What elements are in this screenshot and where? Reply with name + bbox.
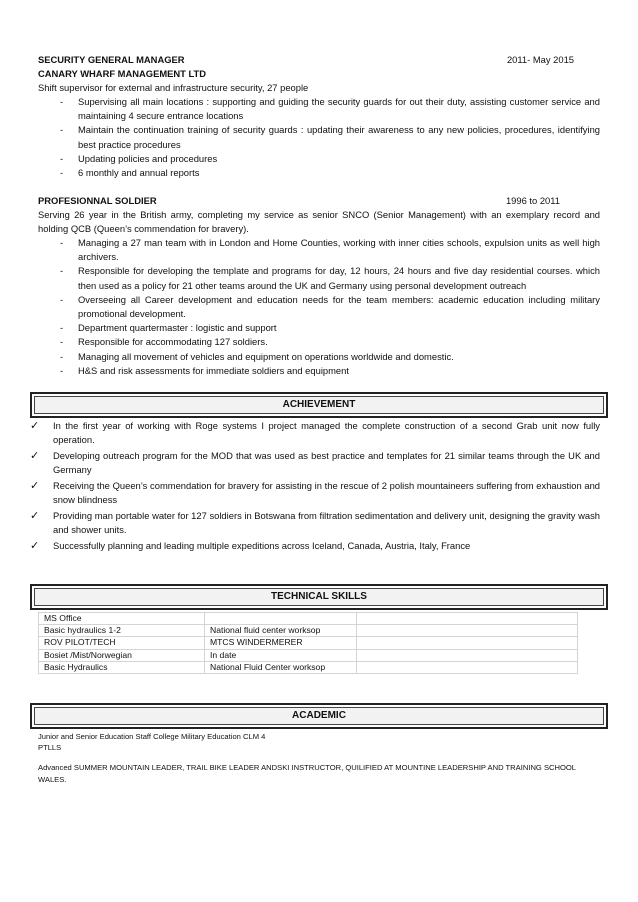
table-cell: ROV PILOT/TECH — [39, 637, 205, 649]
dash-mark: - — [60, 322, 64, 334]
table-row — [39, 613, 578, 625]
list-item: - H&S and risk assessments for immediate soldiers and equipment — [38, 364, 600, 378]
section-title: ACHIEVEMENT — [282, 399, 356, 410]
list-item: - Managing a 27 man team with in London and Home Counties, working with inner cities schools, expulsion units as well high archivers. — [60, 237, 600, 263]
job-bullet-list — [38, 95, 600, 180]
dash-mark: - — [60, 237, 64, 248]
table-cell — [357, 649, 578, 661]
job-title-row — [38, 53, 574, 67]
table-cell: National Fluid Center worksop — [205, 661, 357, 673]
table-cell: MS Office — [39, 613, 205, 625]
academic-line: Advanced SUMMER MOUNTAIN LEADER, TRAIL BIKE LEADER ANDSKI INSTRUCTOR, QUILIFIED AT MOUNTINE LEADERSHIP AND TRAINING SCHOOL WALES. — [38, 763, 576, 784]
table-row — [39, 637, 578, 649]
checkmark-icon: ✓ — [30, 480, 40, 492]
dash-mark: - — [60, 336, 64, 348]
table-cell — [357, 637, 578, 649]
list-item: - Responsible for accommodating 127 soldiers. — [38, 335, 600, 349]
job-dates: 1996 to 2011 — [505, 195, 560, 206]
achievement-header — [30, 392, 608, 418]
job-title: PROFESIONNAL SOLDIER — [38, 195, 157, 206]
dash-mark: - — [60, 152, 64, 164]
job-title-row — [38, 194, 574, 208]
list-item: - Maintain the continuation training of security guards : updating their awareness to any new policies, procedures, identifying best practice procedures — [60, 124, 600, 150]
job-summary: Serving 26 year in the British army, completing my service as senior SNCO (Senior Management) with an exemplary record and holding QCB (Queen’s commendation for bravery). — [38, 209, 600, 235]
dash-mark: - — [60, 96, 64, 107]
dash-mark: - — [60, 293, 64, 305]
academic-line: Junior and Senior Education Staff College Military Education CLM 4 — [38, 732, 266, 741]
list-item: ✓ Receiving the Queen’s commendation for bravery for assisting in the rescue of 2 polish mountaineers suffering from exhaustion and snow blindness — [30, 480, 600, 506]
dash-mark: - — [60, 124, 64, 136]
dash-mark: - — [60, 265, 64, 277]
table-cell: MTCS WINDERMERER — [205, 637, 357, 649]
table-cell — [357, 661, 578, 673]
company-name: CANARY WHARF MANAGEMENT LTD — [38, 68, 207, 79]
checkmark-icon: ✓ — [30, 540, 40, 552]
technical-skills-header — [30, 584, 608, 610]
table-cell: Basic hydraulics 1-2 — [39, 625, 205, 637]
job-bullet-list — [38, 236, 600, 378]
checkmark-icon: ✓ — [30, 450, 40, 462]
table-cell — [357, 613, 578, 625]
table-cell — [357, 625, 578, 637]
list-item: - Supervising all main locations : supporting and guiding the security guards for out their duty, assisting customer service and maintaining 4 secure entrance locations — [60, 96, 600, 122]
dash-mark: - — [60, 167, 64, 179]
list-item: - Department quartermaster : logistic and support — [38, 321, 600, 335]
job-summary: Shift supervisor for external and infrastructure security, 27 people — [38, 82, 309, 93]
checkmark-icon: ✓ — [30, 510, 40, 522]
list-item: - Overseeing all Career development and education needs for the team members: academic education including military promotional development. — [60, 293, 600, 320]
list-item: - Managing all movement of vehicles and equipment on operations worldwide and domestic. — [38, 350, 600, 364]
academic-header — [30, 703, 608, 729]
table-cell: Bosiet /Mist/Norwegian — [39, 649, 205, 661]
section-title: ACADEMIC — [292, 710, 346, 721]
list-item: - Responsible for developing the template and programs for day, 12 hours, 24 hours and five day residential courses. which then used as a policy for 21 other teams around the UK and Germany using personal development outreach — [60, 265, 600, 291]
table-row — [39, 649, 578, 661]
section-title: TECHNICAL SKILLS — [271, 591, 367, 602]
academic-line: PTLLS — [38, 743, 62, 752]
skills-table — [38, 612, 578, 674]
table-row — [39, 625, 578, 637]
checkmark-icon: ✓ — [30, 420, 40, 432]
job-dates: 2011- May 2015 — [506, 54, 574, 65]
list-item: ✓ Developing outreach program for the MOD that was used as best practice and templates for 21 similar teams through the UK and Germany — [30, 450, 600, 476]
table-cell: In date — [205, 649, 357, 661]
list-item: - 6 monthly and annual reports — [38, 166, 600, 180]
table-cell: National fluid center worksop — [205, 625, 357, 637]
achievement-list — [30, 419, 600, 555]
list-item: ✓ Successfully planning and leading multiple expeditions across Iceland, Canada, Austria, Italy, France — [30, 540, 471, 552]
list-item: - Updating policies and procedures — [38, 152, 600, 166]
dash-mark: - — [60, 364, 64, 376]
table-cell — [205, 613, 357, 625]
dash-mark: - — [60, 350, 64, 362]
list-item: ✓ In the first year of working with Roge systems I project managed the complete construction of a second Grab unit now fully operation. — [30, 420, 600, 446]
job-title: SECURITY GENERAL MANAGER — [38, 54, 185, 65]
table-row — [39, 661, 578, 673]
table-cell: Basic Hydraulics — [39, 661, 205, 673]
list-item: ✓ Providing man portable water for 127 soldiers in Botswana from filtration sedimentation and delivery unit, designing the gravity wash and shower units. — [30, 510, 600, 536]
